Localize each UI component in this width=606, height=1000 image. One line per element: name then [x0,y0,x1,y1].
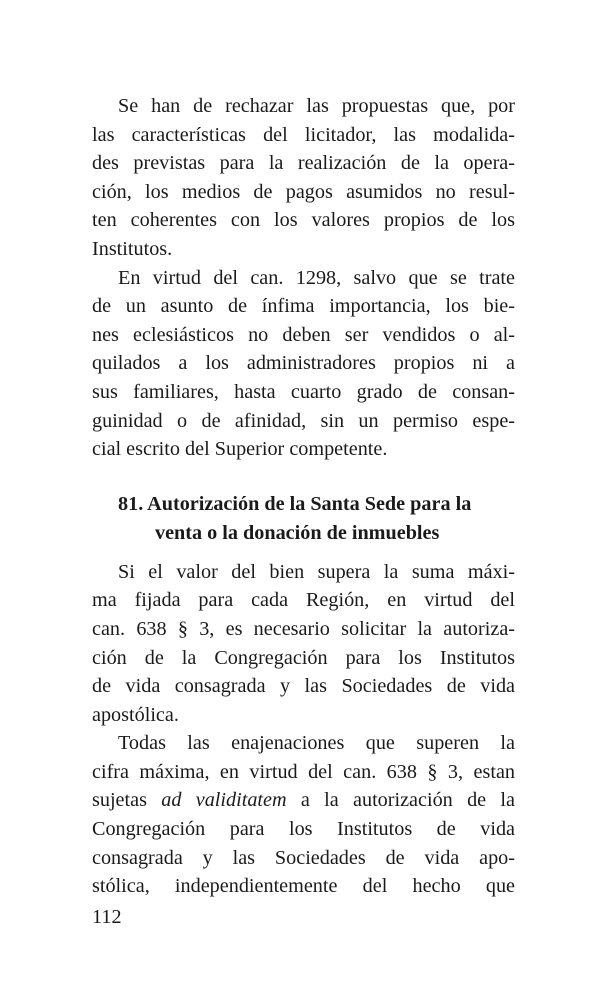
text-line: ten coherentes con los valores propios de los [92,209,515,232]
paragraph-valor-del-bien [92,558,515,730]
paragraph-can-1298 [92,264,515,464]
text-line: ción de la Congregación para los Institutos [92,646,515,669]
text-line: Todas las enajenaciones que superen la [118,732,515,755]
text-line: apostólica. [92,703,179,726]
text-line: guinidad o de afinidad, sin un permiso espe- [92,409,515,432]
text-line: des previstas para la realización de la opera- [92,152,515,175]
heading-line: venta o la donación de inmuebles [155,521,440,544]
text-line: nes eclesiásticos no deben ser vendidos o al- [92,323,515,346]
paragraph-enajenaciones [92,729,515,901]
text-line: Si el valor del bien supera la suma máxi- [118,560,515,583]
italic-phrase: ad validitatem [161,789,287,812]
text-line: Congregación para los Institutos de vida [92,818,515,841]
text-line: ma fijada para cada Región, en virtud del [92,589,515,612]
text-line [92,786,515,815]
heading-line: 81. Autorización de la Santa Sede para la [118,492,472,515]
text-line: de un asunto de ínfima importancia, los bie- [92,295,515,318]
page-body [92,92,515,901]
text-line: de vida consagrada y las Sociedades de vida [92,675,515,698]
text-line: sus familiares, hasta cuarto grado de consan- [92,380,515,403]
text-line: En virtud del can. 1298, salvo que se trate [118,266,515,289]
text-line: cifra máxima, en virtud del can. 638 § 3, estan [92,760,515,783]
text-line: can. 638 § 3, es necesario solicitar la autoriza- [92,617,515,640]
text-fragment: sujetas [92,789,162,812]
text-line: consagrada y las Sociedades de vida apo- [92,846,515,869]
text-fragment: a la autorización de la [286,789,516,812]
section-heading-81 [92,490,515,548]
text-line: ción, los medios de pagos asumidos no resul- [92,180,515,203]
text-line: quilados a los administradores propios ni a [92,352,515,375]
text-line: Institutos. [92,237,173,260]
text-line: Se han de rechazar las propuestas que, por [118,95,515,117]
page-number: 112 [92,906,122,928]
text-line: cial escrito del Superior competente. [92,438,388,461]
text-line: las características del licitador, las modalida- [92,123,515,146]
paragraph-rechazar-propuestas [92,92,515,264]
text-line: stólica, independientemente del hecho que [92,875,515,898]
